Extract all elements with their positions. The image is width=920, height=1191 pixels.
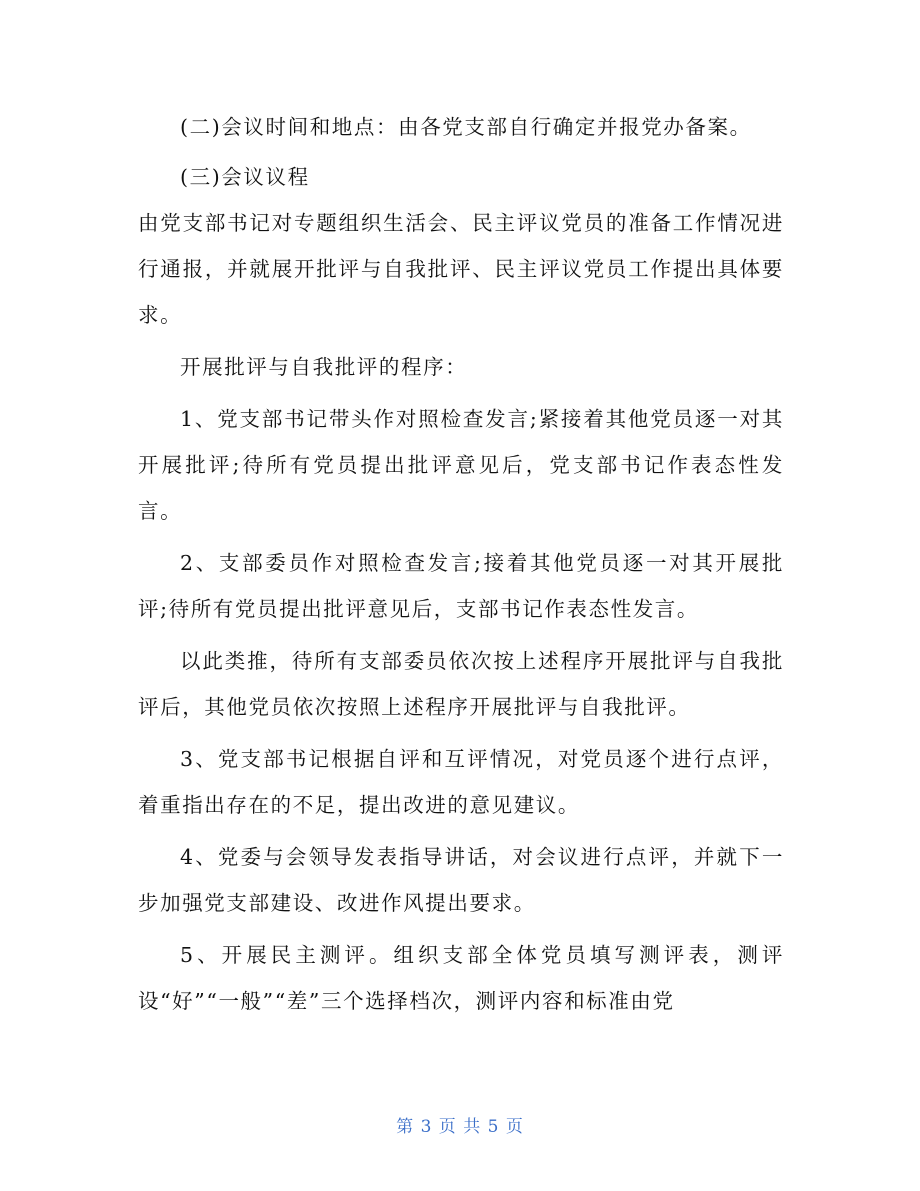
paragraph-meeting-time-place: (二)会议时间和地点：由各党支部自行确定并报党办备案。 [180,115,752,139]
paragraph-step-4: 4、党委与会领导发表指导讲话，对会议进行点评，并就下一步加强党支部建设、改进作风提出要求。 [138,845,784,915]
document-body [138,104,784,1024]
page-number-footer: 第 3 页 共 5 页 [396,1117,524,1137]
paragraph-step-1: 1、党支部书记带头作对照检查发言;紧接着其他党员逐一对其开展批评;待所有党员提出批评意见后，党支部书记作表态性发言。 [138,407,784,523]
paragraph-step-3: 3、党支部书记根据自评和互评情况，对党员逐个进行点评，着重指出存在的不足，提出改进的意见建议。 [138,747,784,817]
paragraph-agenda-intro: 由党支部书记对专题组织生活会、民主评议党员的准备工作情况进行通报，并就展开批评与自我批评、民主评议党员工作提出具体要求。 [138,211,784,327]
paragraph-agenda-heading: (三)会议议程 [180,165,310,189]
paragraph-and-so-on: 以此类推，待所有支部委员依次按上述程序开展批评与自我批评后，其他党员依次按照上述程序开展批评与自我批评。 [138,649,784,719]
paragraph-step-2: 2、支部委员作对照检查发言;接着其他党员逐一对其开展批评;待所有党员提出批评意见后，支部书记作表态性发言。 [138,551,784,621]
paragraph-procedure-heading: 开展批评与自我批评的程序： [180,355,468,379]
paragraph-step-5: 5、开展民主测评。组织支部全体党员填写测评表，测评设“好”“一般”“差”三个选择档次，测评内容和标准由党 [138,943,784,1013]
